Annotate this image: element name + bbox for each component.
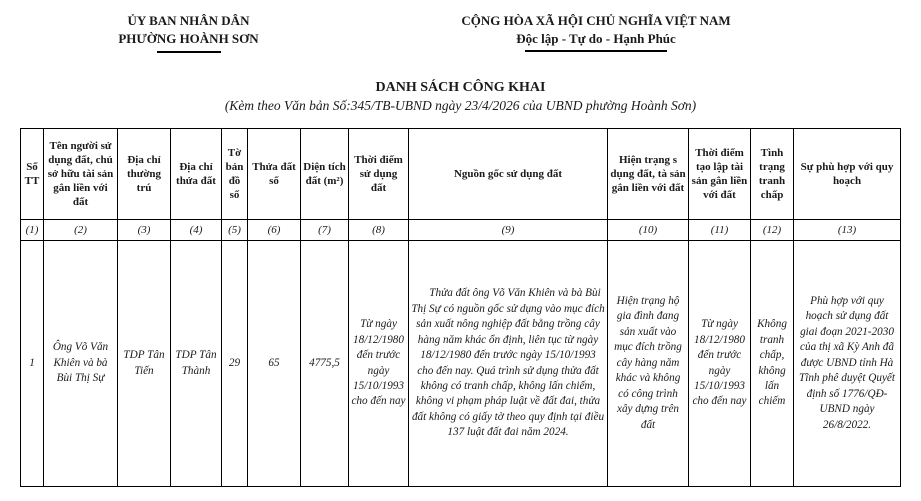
document-subtitle: (Kèm theo Văn bản Số:345/TB-UBND ngày 23/4/2026 của UBND phường Hoành Sơn)	[224, 98, 697, 113]
col-num: (6)	[248, 220, 301, 241]
col-num: (12)	[751, 220, 794, 241]
issuing-authority	[96, 12, 281, 53]
col-num: (2)	[44, 220, 118, 241]
cell-current-status: Hiện trạng hộ gia đình đang sản xuất vào mục đích trồng cây hàng năm khác và không có công trình xây dựng trên đất	[608, 241, 689, 487]
col-num: (3)	[118, 220, 171, 241]
col-header-planning: Sự phù hợp với quy hoạch	[794, 129, 901, 220]
col-header-asset-time: Thời điểm tạo lập tài sản gắn liền với đất	[689, 129, 751, 220]
cell-stt: 1	[21, 241, 44, 487]
national-title: CỘNG HÒA XÃ HỘI CHỦ NGHĨA VIỆT NAM	[461, 13, 731, 28]
cell-planning: Phù hợp với quy hoạch sử dụng đất giai đoạn 2021-2030 của thị xã Kỳ Anh đã được UBND tỉnh Hà Tĩnh phê duyệt Quyết định số 1776/QĐ-UBND ngày 26/8/2022.	[794, 241, 901, 487]
cell-asset-time: Từ ngày 18/12/1980 đến trước ngày 15/10/1993 cho đến nay	[689, 241, 751, 487]
cell-use-time: Từ ngày 18/12/1980 đến trước ngày 15/10/1993 cho đến nay	[349, 241, 409, 487]
cell-origin: Thửa đất ông Võ Văn Khiên và bà Bùi Thị Sự có nguồn gốc sử dụng vào mục đích sản xuất nông nghiệp đất bằng trồng cây hàng năm khác ổn định, liên tục từ ngày 18/12/1980 đến trước ngày 15/10/1993 cho đến nay. Quá trình sử dụng thửa đất không có tranh chấp, không lấn chiếm, không vi phạm pháp luật về đất đai, thửa đất không có giấy tờ theo quy định tại điều 137 luật đất đai năm 2024.	[409, 241, 608, 487]
national-motto: Độc lập - Tự do - Hạnh Phúc	[516, 30, 676, 46]
col-header-stt: Số TT	[21, 129, 44, 220]
issuing-authority-line1: ỦY BAN NHÂN DÂN	[127, 13, 250, 28]
col-num: (9)	[409, 220, 608, 241]
table-row	[21, 241, 901, 487]
col-num: (10)	[608, 220, 689, 241]
col-num: (1)	[21, 220, 44, 241]
col-num: (8)	[349, 220, 409, 241]
table-header-row	[21, 129, 901, 220]
public-list-table	[20, 128, 901, 487]
cell-residence: TDP Tân Tiến	[118, 241, 171, 487]
col-header-residence: Địa chỉ thường trú	[118, 129, 171, 220]
cell-dispute: Không tranh chấp, không lấn chiếm	[751, 241, 794, 487]
cell-owner: Ông Võ Văn Khiên và bà Bùi Thị Sự	[44, 241, 118, 487]
national-motto-underline	[525, 50, 667, 52]
col-header-parcel-address: Địa chỉ thửa đất	[171, 129, 222, 220]
document-title: DANH SÁCH CÔNG KHAI	[375, 80, 546, 95]
national-header	[438, 12, 754, 52]
col-header-map-sheet: Tờ bản đồ số	[222, 129, 248, 220]
col-num: (11)	[689, 220, 751, 241]
col-header-current-status: Hiện trạng s dụng đất, tà sản gắn liền với đất	[608, 129, 689, 220]
cell-area: 4775,5	[301, 241, 349, 487]
col-header-area: Diện tích đất (m²)	[301, 129, 349, 220]
col-num: (13)	[794, 220, 901, 241]
col-num: (4)	[171, 220, 222, 241]
column-number-row	[21, 220, 901, 241]
cell-map-sheet: 29	[222, 241, 248, 487]
cell-parcel-no: 65	[248, 241, 301, 487]
col-header-use-time: Thời điểm sử dụng đất	[349, 129, 409, 220]
col-header-owner: Tên người sử dụng đất, chủ sở hữu tài sản gắn liền với đất	[44, 129, 118, 220]
col-header-dispute: Tình trạng tranh chấp	[751, 129, 794, 220]
col-header-origin: Nguồn gốc sử dụng đất	[409, 129, 608, 220]
issuing-authority-line2: PHƯỜNG HOÀNH SƠN	[118, 30, 259, 46]
col-header-parcel-no: Thửa đất số	[248, 129, 301, 220]
cell-parcel-address: TDP Tân Thành	[171, 241, 222, 487]
col-num: (7)	[301, 220, 349, 241]
col-num: (5)	[222, 220, 248, 241]
issuing-authority-underline	[157, 51, 221, 53]
